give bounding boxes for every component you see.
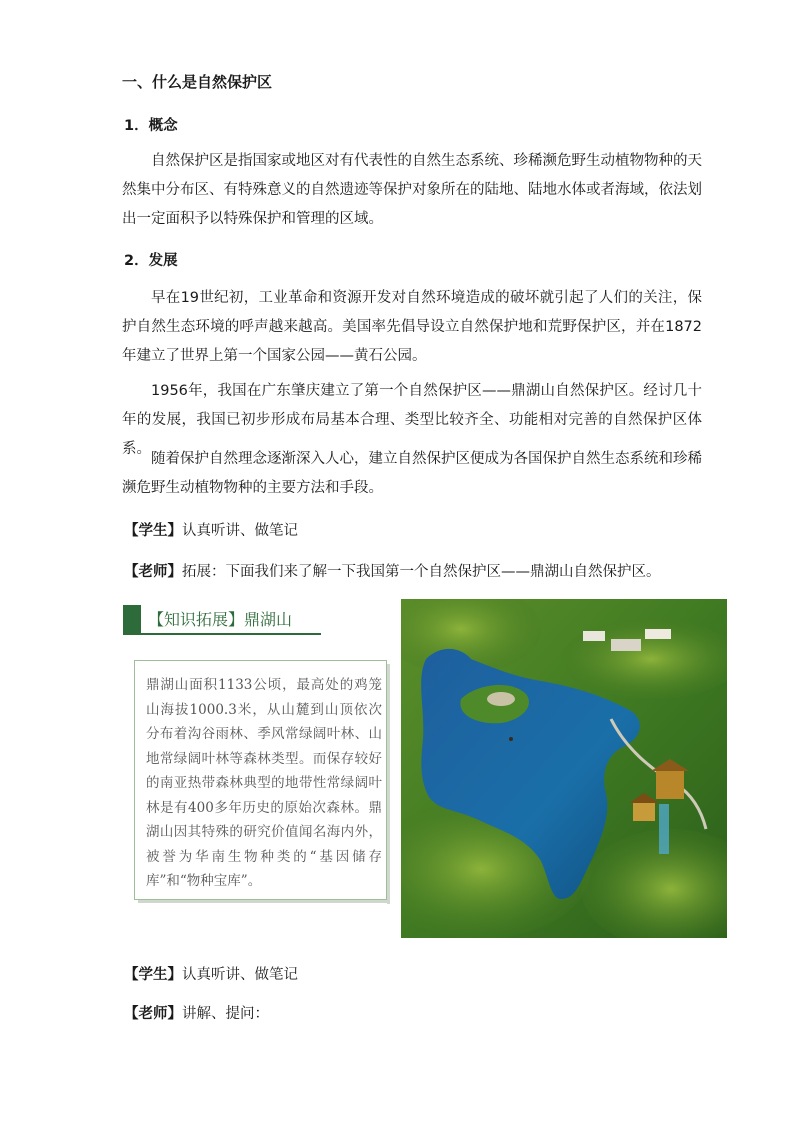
teacher-role-label: 【老师】 bbox=[124, 564, 182, 580]
hilltop-building bbox=[611, 639, 641, 651]
knowledge-box-shadow-right bbox=[387, 664, 390, 904]
aerial-lake-forest-photo bbox=[401, 599, 727, 938]
student-role-label: 【学生】 bbox=[124, 523, 182, 539]
student-line-2 bbox=[124, 963, 298, 984]
boat bbox=[509, 737, 513, 741]
knowledge-title-accent-bar bbox=[123, 605, 141, 635]
waterside-walkway bbox=[659, 804, 669, 854]
development-heading: 2．发展 bbox=[124, 253, 178, 269]
teacher-text: 拓展：下面我们来了解一下我国第一个自然保护区——鼎湖山自然保护区。 bbox=[182, 564, 661, 580]
student-line-1 bbox=[124, 519, 298, 540]
hilltop-building bbox=[645, 629, 671, 639]
development-paragraph-3: 随着保护自然理念逐渐深入人心，建立自然保护区便成为各国保护自然生态系统和珍稀濒危野生动植物物种的主要方法和手段。 bbox=[122, 451, 702, 496]
development-paragraph-2: 1956年，我国在广东肇庆建立了第一个自然保护区——鼎湖山自然保护区。经讨几十年的发展，我国已初步形成布局基本合理、类型比较齐全、功能相对完善的自然保护区体系。 bbox=[122, 383, 702, 457]
knowledge-box-title: 【知识拓展】鼎湖山 bbox=[148, 610, 293, 629]
hilltop-building bbox=[583, 631, 605, 641]
section-title: 一、什么是自然保护区 bbox=[122, 73, 273, 91]
concept-heading: 1．概念 bbox=[124, 118, 178, 134]
temple-building bbox=[656, 769, 684, 799]
island-clearing bbox=[487, 692, 515, 706]
development-paragraph-1: 早在19世纪初，工业革命和资源开发对自然环境造成的破坏就引起了人们的关注，保护自然生态环境的呼声越来越高。美国率先倡导设立自然保护地和荒野保护区，并在1872年建立了世界上第一个国家公园——黄石公园。 bbox=[122, 290, 702, 364]
student-text: 认真听讲、做笔记 bbox=[182, 967, 298, 983]
student-role-label: 【学生】 bbox=[124, 967, 182, 983]
student-text: 认真听讲、做笔记 bbox=[182, 523, 298, 539]
teacher-line-1 bbox=[124, 560, 661, 581]
knowledge-box-text: 鼎湖山面积1133公顷，最高处的鸡笼山海拔1000.3米，从山麓到山顶依次分布着沟谷雨林、季风常绿阔叶林、山地常绿阔叶林等森林类型。而保存较好的南亚热带森林典型的地带性常绿阔叶林是有400多年历史的原始次森林。鼎湖山因其特殊的研究价值闻名海内外，被誉为华南生物种类的“基因储存库”和“物种宝库”。 bbox=[146, 677, 382, 889]
knowledge-box-shadow-bottom bbox=[138, 900, 390, 903]
concept-paragraph: 自然保护区是指国家或地区对有代表性的自然生态系统、珍稀濒危野生动植物物种的天然集中分布区、有特殊意义的自然遗迹等保护对象所在的陆地、陆地水体或者海域，依法划出一定面积予以特殊保护和管理的区域。 bbox=[122, 153, 702, 227]
pagoda-building bbox=[633, 801, 655, 821]
knowledge-title-underline bbox=[141, 633, 321, 635]
teacher-line-2 bbox=[124, 1002, 269, 1023]
teacher-role-label: 【老师】 bbox=[124, 1006, 182, 1022]
teacher-text: 讲解、提问： bbox=[182, 1006, 269, 1022]
